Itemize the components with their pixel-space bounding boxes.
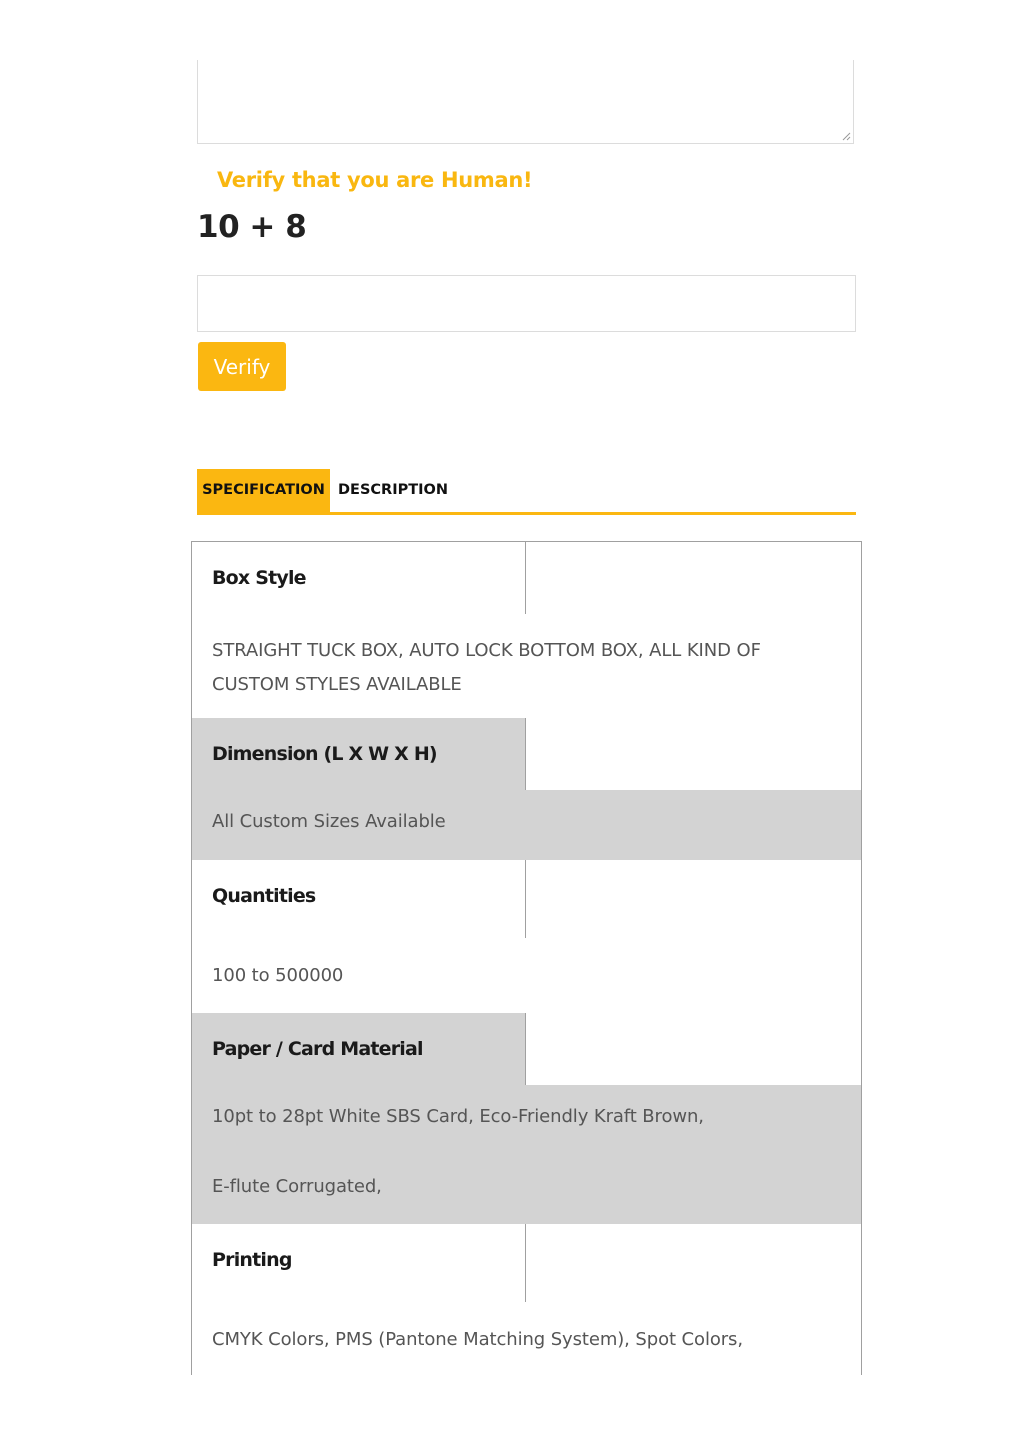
message-textarea[interactable] — [197, 60, 854, 144]
spec-value-cell — [192, 938, 861, 1013]
captcha-question: 10 + 8 — [197, 209, 307, 245]
spec-label-cell — [192, 860, 526, 938]
spec-value-cell — [192, 1302, 861, 1375]
spec-row-paper-material — [192, 1013, 861, 1224]
spec-value-line: 10pt to 28pt White SBS Card, Eco-Friendly Kraft Brown, — [212, 1106, 704, 1127]
verify-button[interactable]: Verify — [198, 342, 286, 391]
captcha-answer-input[interactable] — [197, 275, 856, 332]
spec-label-cell — [192, 718, 526, 790]
spec-value-line: STRAIGHT TUCK BOX, AUTO LOCK BOTTOM BOX, ALL KIND OF — [212, 640, 761, 661]
spec-row-quantities — [192, 860, 861, 1013]
spec-label-cell — [192, 1224, 526, 1302]
spec-label: Box Style — [212, 567, 306, 589]
spec-label: Printing — [212, 1249, 292, 1271]
spec-value-cell — [192, 1085, 861, 1224]
spec-row-dimension — [192, 718, 861, 860]
product-tabs — [197, 469, 856, 515]
spec-label: Quantities — [212, 885, 316, 907]
resize-handle-icon[interactable] — [841, 131, 851, 141]
spec-row-box-style — [192, 542, 861, 718]
spec-value-line: All Custom Sizes Available — [212, 811, 446, 832]
spec-value-line: 100 to 500000 — [212, 965, 344, 986]
captcha-title: Verify that you are Human! — [217, 168, 533, 192]
spec-value-line: CMYK Colors, PMS (Pantone Matching System), Spot Colors, — [212, 1329, 743, 1350]
spec-row-printing — [192, 1224, 861, 1375]
spec-label-cell — [192, 542, 526, 614]
spec-label-cell — [192, 1013, 526, 1085]
tab-description[interactable]: DESCRIPTION — [338, 482, 448, 498]
spec-value-cell — [192, 614, 861, 718]
specification-table — [191, 541, 862, 1375]
spec-value-line: E-flute Corrugated, — [212, 1176, 382, 1197]
spec-value-line: CUSTOM STYLES AVAILABLE — [212, 674, 462, 695]
tabs-underline — [197, 512, 856, 515]
spec-label: Dimension (L X W X H) — [212, 743, 437, 765]
spec-label: Paper / Card Material — [212, 1038, 423, 1060]
spec-value-cell — [192, 790, 861, 860]
tab-specification[interactable]: SPECIFICATION — [197, 469, 330, 512]
